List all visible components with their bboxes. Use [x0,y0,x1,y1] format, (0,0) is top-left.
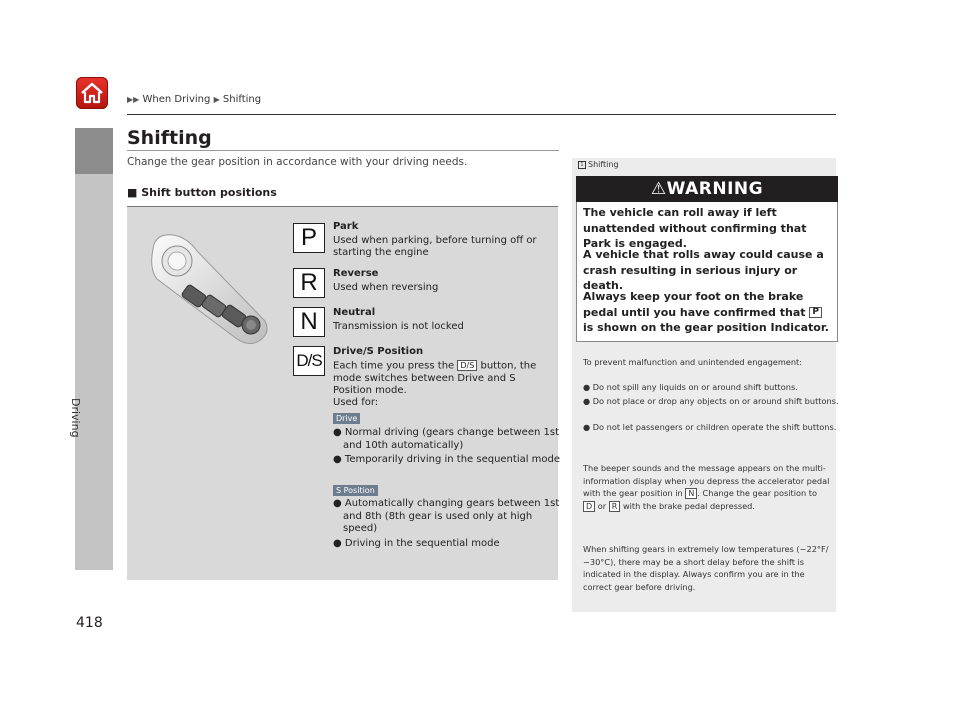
beeper-text-1: The beeper sounds and the message appears on the multi-information display when you depress the accelerator pedal with the gear position in [583,463,830,498]
breadcrumb-arrow-icon: ▶▶ [127,95,140,104]
sidebar-chapter-label[interactable]: Driving [69,398,82,438]
warning-3-after: is shown on the gear position Indicator. [583,321,829,334]
drive-s-desc-before: Each time you press the [333,360,455,372]
warning-text-2: A vehicle that rolls away could cause a crash resulting in serious injury or death. [583,248,824,292]
home-button[interactable] [76,77,108,109]
drive-s-label: Drive/S Position [333,346,424,357]
shift-console-illustration [145,229,275,349]
warning-text-3 [583,289,831,336]
beeper-text: The beeper sounds and the message appears on the multi-information display when you depress the accelerator pedal with the gear position in N . Change the gear position to D or R with the brake pedal depressed. [583,463,830,511]
warning-title: ⚠WARNING [576,176,838,202]
park-description: Used when parking, before turning off or starting the engine [333,235,537,258]
reverse-label: Reverse [333,268,379,279]
note-heading [578,160,619,169]
reverse-description: Used when reversing [333,282,439,293]
drive-bullet-1: ● Normal driving (gears change between 1st and 10th automatically) [333,427,559,451]
s-bullet-2: ● Driving in the sequential mode [333,538,500,549]
drive-s-icon: D/S [293,346,325,376]
intro-text: Change the gear position in accordance with your driving needs. [127,156,468,168]
breadcrumb [127,94,261,105]
breadcrumb-link-shifting[interactable]: Shifting [222,94,262,105]
chapter-sidebar [75,128,113,570]
park-label: Park [333,221,359,232]
page-title: Shifting [127,127,212,149]
beeper-or: or [597,500,607,511]
note-bullet-1: ● Do not spill any liquids on or around shift buttons. [583,382,798,392]
home-icon [76,77,108,109]
neutral-description: Transmission is not locked [333,321,464,332]
drive-tag: Drive [333,413,360,424]
beeper-text-2: Change the gear position to [702,488,818,498]
note-marker-icon: 1 [578,161,586,169]
park-icon: P [293,223,325,253]
neutral-icon: N [293,307,325,337]
title-divider [127,150,559,151]
s-position-tag: S Position [333,485,378,496]
beeper-text-3: with the brake pedal depressed. [622,500,755,511]
warning-3-before: Always keep your foot on the brake pedal until you have confirmed that [583,290,806,319]
page-number: 418 [76,615,103,631]
d-key-icon: D [583,501,595,512]
breadcrumb-arrow-icon: ▶ [213,95,220,104]
cold-weather-text: When shifting gears in extremely low temperatures (−22°F/−30°C), there may be a short delay before the shift is indicated in the display. Always confirm you are in the correct gear before driving. [583,544,829,592]
ds-key-icon: D/S [457,360,477,371]
neutral-label: Neutral [333,307,376,318]
breadcrumb-link-when-driving[interactable]: When Driving [142,94,211,105]
subsection-heading: ■ Shift button positions [127,186,277,199]
note-heading-text: Shifting [588,160,619,169]
sidebar-marker [75,128,113,174]
note-bullet-3: ● Do not let passengers or children operate the shift buttons. [583,422,837,432]
reverse-icon: R [293,268,325,298]
prevent-text: To prevent malfunction and unintended engagement: [583,357,803,367]
drive-bullet-2: ● Temporarily driving in the sequential mode [333,454,561,465]
n-key-icon: N [685,488,697,499]
p-key-icon: P [809,307,822,318]
s-bullet-1: ● Automatically changing gears between 1st and 8th (8th gear is used only at high speed) [333,498,560,534]
note-bullet-2: ● Do not place or drop any objects on or around shift buttons. [583,396,839,406]
r-key-icon: R [609,501,621,512]
drive-s-description [333,360,553,397]
drive-s-desc-after: button, the mode switches between Drive and S Position mode. [333,360,537,396]
used-for-label: Used for: [333,397,379,408]
warning-text-1: The vehicle can roll away if left unattended without confirming that Park is engaged. [583,206,807,250]
warning-triangle-icon: ⚠ [650,179,667,199]
header-divider [127,114,836,115]
